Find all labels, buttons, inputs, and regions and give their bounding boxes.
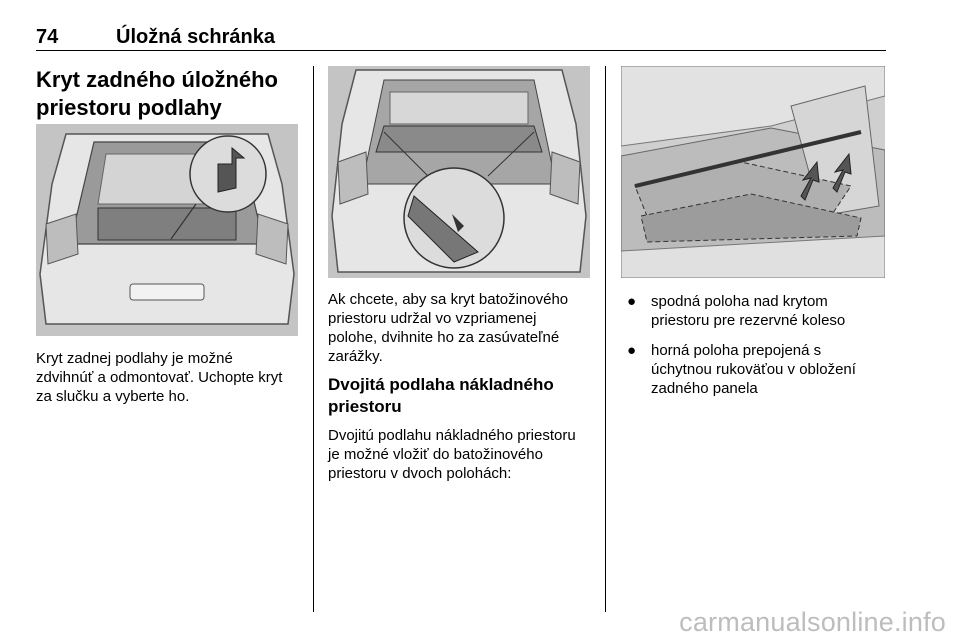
page-header: [36, 14, 886, 48]
trunk-cover-text: [328, 290, 598, 366]
text-line: priestoru v dvoch polohách:: [328, 465, 512, 482]
double-floor-illustration: [621, 66, 885, 278]
text-line: zarážky.: [328, 348, 383, 365]
section-title: [36, 66, 278, 122]
text-line: za slučku a vyberte ho.: [36, 388, 190, 405]
subtitle-line-2: priestoru: [328, 397, 402, 416]
bullet-icon: ●: [627, 342, 637, 359]
text-line: zdvihnúť a odmontovať. Uchopte kryt: [36, 369, 283, 386]
trunk-double-floor-icon: [621, 66, 885, 278]
list-item: [621, 341, 885, 398]
bullet-line: úchytnou rukoväťou v obložení: [651, 361, 856, 378]
text-line: Kryt zadnej podlahy je možné: [36, 350, 233, 367]
floor-positions-list: [621, 292, 885, 409]
double-floor-text: [328, 426, 600, 483]
car-rear-trunk-cover-icon: [328, 66, 590, 278]
text-line: Dvojitú podlahu nákladného priestoru: [328, 427, 576, 444]
watermark: carmanualsonline.info: [679, 607, 946, 637]
floor-cover-text: [36, 349, 306, 406]
section-title-line-1: Kryt zadného úložného: [36, 67, 278, 92]
text-line: je možné vložiť do batožinového: [328, 446, 543, 463]
page-number: 74: [36, 26, 59, 48]
bullet-line: priestoru pre rezervné koleso: [651, 312, 846, 329]
section-title-line-2: priestoru podlahy: [36, 95, 222, 120]
chapter-title: Úložná schránka: [116, 26, 275, 48]
trunk-cover-illustration: [328, 66, 590, 278]
double-floor-subtitle: [328, 374, 554, 418]
bullet-line: spodná poloha nad krytom: [651, 293, 828, 310]
bullet-icon: ●: [627, 293, 637, 310]
bullet-line: zadného panela: [651, 380, 758, 397]
floor-cover-illustration: [36, 124, 298, 336]
text-line: polohe, dvihnite ho za zasúvateľné: [328, 329, 560, 346]
list-item: [621, 292, 885, 330]
text-line: priestoru udržal vo vzpriamenej: [328, 310, 537, 327]
text-line: Ak chcete, aby sa kryt batožinového: [328, 291, 569, 308]
column-divider-1: [313, 66, 314, 612]
car-rear-open-trunk-icon: [36, 124, 298, 336]
bullet-line: horná poloha prepojená s: [651, 342, 822, 359]
column-divider-2: [605, 66, 606, 612]
subtitle-line-1: Dvojitá podlaha nákladného: [328, 375, 554, 394]
header-rule: [36, 50, 886, 51]
